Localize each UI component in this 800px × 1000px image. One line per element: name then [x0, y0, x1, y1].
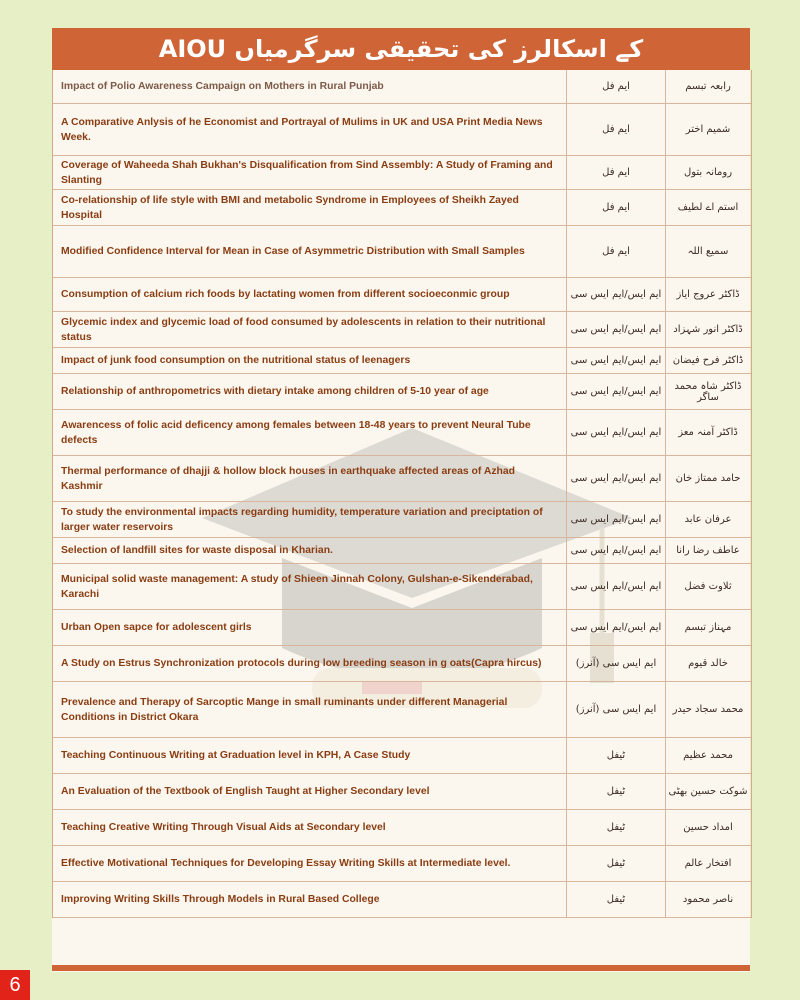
research-title: An Evaluation of the Textbook of English Taught at Higher Secondary level [53, 774, 567, 809]
degree-label: ایم فل [567, 156, 666, 189]
page-number: 6 [0, 970, 30, 1000]
research-table [52, 70, 752, 918]
degree-label: ایم ایس/ایم ایس سی [567, 374, 666, 409]
page-title: AIOU کے اسکالرز کی تحقیقی سرگرمیاں [52, 28, 750, 70]
degree-label: ایم ایس/ایم ایس سی [567, 610, 666, 645]
scholar-name: افتخار عالم [684, 858, 732, 869]
scholar-name: ڈاکٹر شاہ محمد ساگر [674, 380, 742, 403]
table-row [53, 456, 751, 502]
bottom-bar [52, 965, 750, 971]
scholar-name: شمیم اختر [685, 124, 731, 135]
table-row [53, 190, 751, 226]
table-row [53, 374, 751, 410]
table-row [53, 348, 751, 374]
scholar-name: خالد قیوم [688, 658, 728, 669]
research-title: Glycemic index and glycemic load of food consumed by adolescents in relation to their nutritional status [53, 312, 567, 347]
research-title: Coverage of Waheeda Shah Bukhan's Disqualification from Sind Assembly: A Study of Framing and Slanting [53, 156, 567, 189]
research-title: Selection of landfill sites for waste disposal in Kharian. [53, 538, 567, 563]
scholar-name: مہناز تبسم [684, 622, 732, 633]
degree-label: ایم ایس/ایم ایس سی [567, 278, 666, 311]
table-row [53, 70, 751, 104]
degree-label: ایم ایس/ایم ایس سی [567, 564, 666, 609]
degree-label: ایم فل [567, 70, 666, 103]
research-title: Consumption of calcium rich foods by lactating women from different socioeconmic group [53, 278, 567, 311]
research-title: Modified Confidence Interval for Mean in Case of Asymmetric Distribution with Small Samples [53, 226, 567, 277]
table-row [53, 610, 751, 646]
table-row [53, 226, 751, 278]
research-title: Relationship of anthropometrics with dietary intake among children of 5-10 year of age [53, 374, 567, 409]
scholar-name: عاطف رضا رانا [676, 545, 740, 556]
research-title: Prevalence and Therapy of Sarcoptic Mange in small ruminants under different Managerial Conditions in District Okara [53, 682, 567, 737]
research-title: A Comparative Anlysis of he Economist and Portrayal of Mulims in UK and USA Print Media News Week. [53, 104, 567, 155]
scholar-name: ثلاوت فضل [684, 581, 732, 592]
scholar-name: محمد عظیم [683, 750, 733, 761]
scholar-name: عرفان عابد [684, 514, 732, 525]
table-row [53, 312, 751, 348]
table-row [53, 646, 751, 682]
scholar-name: ناصر محمود [682, 894, 734, 905]
scholar-name: ڈاکٹر عروج ایاز [676, 289, 740, 300]
research-title: Teaching Continuous Writing at Graduation level in KPH, A Case Study [53, 738, 567, 773]
degree-label: ایم ایس/ایم ایس سی [567, 348, 666, 373]
table-row [53, 104, 751, 156]
page-frame [52, 28, 750, 972]
scholar-name: رومانہ بتول [683, 167, 733, 178]
degree-label: ٹیفل [567, 810, 666, 845]
degree-label: ٹیفل [567, 882, 666, 917]
degree-label: ایم ایس/ایم ایس سی [567, 410, 666, 455]
table-row [53, 538, 751, 564]
research-title: Teaching Creative Writing Through Visual Aids at Secondary level [53, 810, 567, 845]
scholar-name: استم اے لطیف [677, 202, 739, 213]
table-row [53, 156, 751, 190]
scholar-name: حامد ممتاز خان [675, 473, 741, 484]
research-title: Co-relationship of life style with BMI and metabolic Syndrome in Employees of Sheikh Zayed Hospital [53, 190, 567, 225]
research-title: Improving Writing Skills Through Models in Rural Based College [53, 882, 567, 917]
scholar-name: سمیع اللہ [687, 246, 729, 257]
degree-label: ایم ایس/ایم ایس سی [567, 538, 666, 563]
degree-label: ایم فل [567, 226, 666, 277]
degree-label: ایم ایس سی (آنرز) [567, 682, 666, 737]
research-title: Municipal solid waste management: A study of Shieen Jinnah Colony, Gulshan-e-Sikenderabad, Karachi [53, 564, 567, 609]
scholar-name: امداد حسین [683, 822, 733, 833]
research-title: Effective Motivational Techniques for Developing Essay Writing Skills at Intermediate level. [53, 846, 567, 881]
degree-label: ایم ایس/ایم ایس سی [567, 502, 666, 537]
table-row [53, 564, 751, 610]
research-title: Thermal performance of dhajji & hollow block houses in earthquake affected areas of Azhad Kashmir [53, 456, 567, 501]
degree-label: ٹیفل [567, 846, 666, 881]
table-row [53, 410, 751, 456]
research-title: Impact of junk food consumption on the nutritional status of leenagers [53, 348, 567, 373]
scholar-name: ڈاکٹر فرح فیضان [672, 355, 744, 366]
degree-label: ٹیفل [567, 738, 666, 773]
degree-label: ایم ایس سی (آنرز) [567, 646, 666, 681]
research-title: To study the environmental impacts regarding humidity, temperature variation and preciptation of larger water reservoirs [53, 502, 567, 537]
research-title: A Study on Estrus Synchronization protocols during low breeding season in g oats(Capra hircus) [53, 646, 567, 681]
research-title: Urban Open sapce for adolescent girls [53, 610, 567, 645]
scholar-name: شوکت حسین بھٹی [668, 786, 748, 797]
table-row [53, 502, 751, 538]
degree-label: ٹیفل [567, 774, 666, 809]
table-row [53, 882, 751, 918]
scholar-name: ڈاکٹر آمنہ معز [678, 427, 738, 438]
degree-label: ایم ایس/ایم ایس سی [567, 456, 666, 501]
degree-label: ایم ایس/ایم ایس سی [567, 312, 666, 347]
scholar-name: محمد سجاد حیدر [672, 704, 744, 715]
research-title: Awarencess of folic acid deficency among females between 18-48 years to prevent Neural Tube defects [53, 410, 567, 455]
table-row [53, 278, 751, 312]
degree-label: ایم فل [567, 190, 666, 225]
table-row [53, 774, 751, 810]
table-row [53, 810, 751, 846]
degree-label: ایم فل [567, 104, 666, 155]
research-title: Impact of Polio Awareness Campaign on Mothers in Rural Punjab [53, 70, 567, 103]
scholar-name: رابعہ تبسم [685, 81, 731, 92]
table-row [53, 682, 751, 738]
scholar-name: ڈاکٹر انور شہزاد [673, 324, 743, 335]
table-row [53, 738, 751, 774]
table-row [53, 846, 751, 882]
